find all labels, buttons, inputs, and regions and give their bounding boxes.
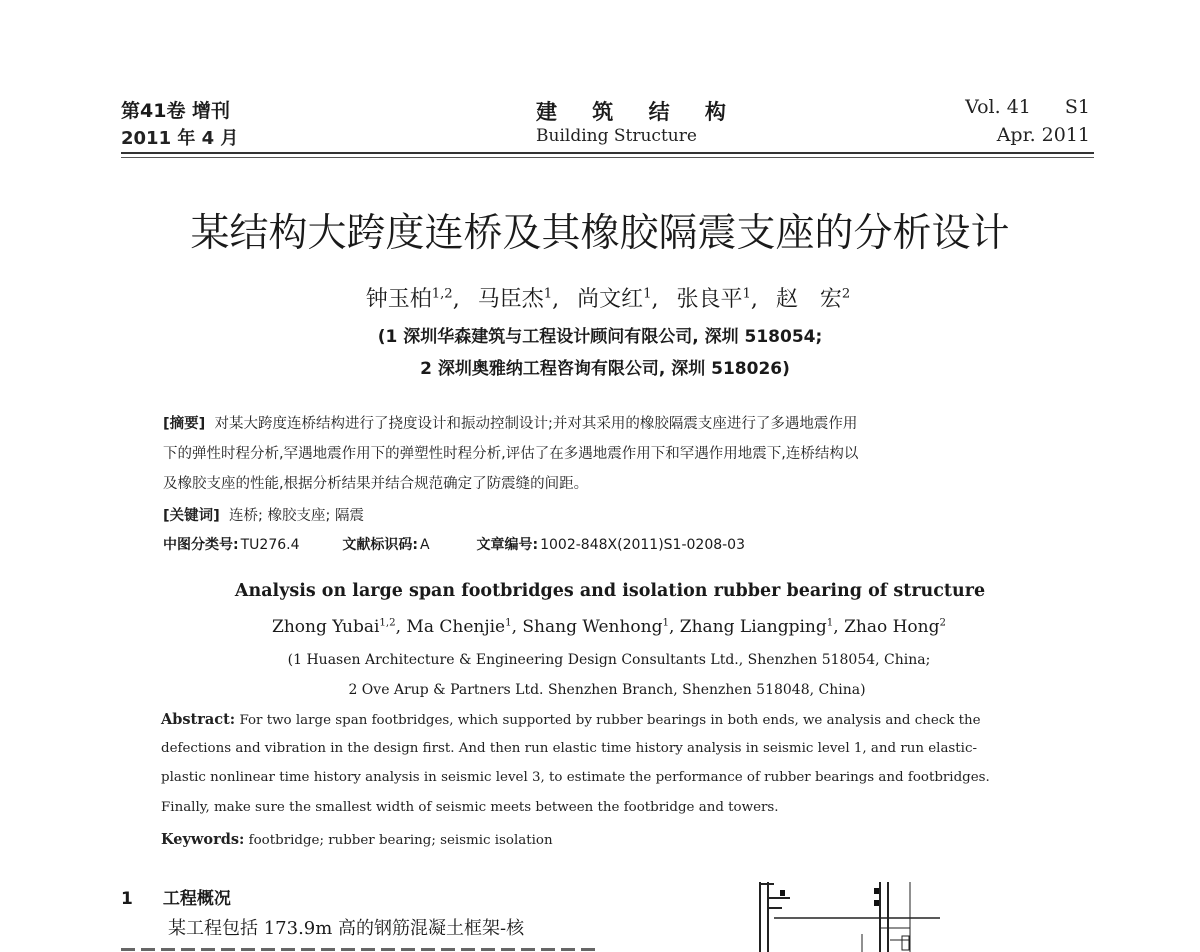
author-en-1 [272,617,396,637]
author-cn-name: 张良平 [676,287,743,312]
issue-number: S1 [1064,96,1090,118]
author-cn-separator: , [552,287,560,312]
author-en-5 [844,617,946,637]
clc-value: TU276.4 [240,537,300,553]
author-en-affiliation-mark: 1 [505,617,512,629]
figure-fragment [750,878,940,952]
author-cn-affiliation-mark: 1 [742,286,751,302]
author-en-4 [680,617,833,637]
affiliation-en-1: (1 Huasen Architecture & Engineering Design Consultants Ltd., Shenzhen 518054, China; [287,652,931,668]
author-en-name: Zhong Yubai [272,617,380,637]
keywords-en-label: Keywords: [161,831,245,848]
abstract-en-label: Abstract: [161,711,236,728]
article-number-label: 文章编号: [476,537,539,553]
paper-title-en: Analysis on large span footbridges and isolation rubber bearing of structure [234,581,986,601]
keywords-cn-text: 连桥; 橡胶支座; 隔震 [228,508,364,524]
abstract-cn-line-2: 下的弹性时程分析,罕遇地震作用下的弹塑性时程分析,评估了在多遇地震作用下和罕遇作用地震下,连桥结构以 [163,446,859,462]
author-cn-4 [677,287,751,312]
author-cn-separator: , [452,287,460,312]
doc-code-label: 文献标识码: [342,537,419,553]
date-en: Apr. 2011 [996,124,1090,146]
author-cn-3 [577,287,651,312]
keywords-cn-label: [关键词] [163,508,220,524]
author-en-separator: , [395,617,407,637]
authors-cn [0,282,1200,313]
section-1-body-line-1: 某工程包括 173.9m 高的钢筋混凝土框架-核 [168,918,525,939]
affiliation-cn-2: 2 深圳奥雅纳工程咨询有限公司, 深圳 518026) [420,359,790,379]
keywords-cn [163,504,364,525]
abstract-cn-label: [摘要] [163,416,206,432]
abstract-en-text-1: For two large span footbridges, which supported by rubber bearings in both ends, we analysis and check the [239,713,981,728]
section-1-title: 工程概况 [162,889,231,909]
section-1-heading [121,884,231,909]
author-en-2 [406,617,511,637]
abstract-en-line-2: defections and vibration in the design first. And then run elastic time history analysis in seismic level 1, and run elastic- [161,741,977,756]
author-cn-separator: , [651,287,659,312]
author-cn-affiliation-mark: 2 [841,286,851,302]
header-rule-thick [121,152,1094,154]
author-en-affiliation-mark: 1 [826,617,834,629]
date-cn: 2011 年 4 月 [121,128,239,149]
volume-en [965,96,1090,118]
author-cn-name: 赵 宏 [775,287,842,312]
author-cn-separator: , [750,287,758,312]
affiliation-en-2: 2 Ove Arup & Partners Ltd. Shenzhen Branch, Shenzhen 518048, China) [348,682,866,698]
paper-title-cn: 某结构大跨度连桥及其橡胶隔震支座的分析设计 [190,211,1010,256]
abstract-en-line-3: plastic nonlinear time history analysis in seismic level 3, to estimate the performance of rubber bearings and footbridges. [161,770,990,785]
author-cn-affiliation-mark: 1,2 [431,286,453,302]
affiliation-cn-1: (1 深圳华森建筑与工程设计顾问有限公司, 深圳 518054; [377,327,823,347]
author-cn-name: 马臣杰 [477,287,544,312]
journal-name-cn: 建 筑 结 构 [536,100,740,124]
header-rule-thin [121,157,1094,158]
abstract-en-line-4: Finally, make sure the smallest width of seismic meets between the footbridge and towers. [161,800,779,815]
keywords-en-text: footbridge; rubber bearing; seismic isolation [248,833,553,848]
author-en-name: Shang Wenhong [522,617,663,637]
abstract-cn-line-3: 及橡胶支座的性能,根据分析结果并结合规范确定了防震缝的间距。 [163,476,589,492]
author-cn-5 [776,287,850,312]
abstract-cn-line-1 [163,412,857,433]
abstract-cn-text-1: 对某大跨度连桥结构进行了挠度设计和振动控制设计;并对其采用的橡胶隔震支座进行了多遇地震作用 [214,416,858,432]
section-1-number: 1 [121,889,133,909]
journal-name-en: Building Structure [536,126,697,146]
doc-code-value: A [420,537,430,553]
author-en-affiliation-mark: 1 [662,617,669,629]
author-en-affiliation-mark: 2 [939,617,946,629]
author-en-separator: , [511,617,523,637]
author-cn-name: 尚文红 [577,287,644,312]
section-1-body-cutoff [121,944,601,952]
author-en-name: Ma Chenjie [406,617,506,637]
abstract-en-line-1 [161,711,981,728]
keywords-en [161,831,553,848]
author-en-separator: , [668,617,680,637]
author-cn-name: 钟玉柏 [365,287,432,312]
volume-number: Vol. 41 [965,96,1031,118]
author-cn-2 [478,287,552,312]
author-en-name: Zhang Liangping [679,617,827,637]
author-en-affiliation-mark: 1,2 [379,617,396,629]
volume-issue-cn: 第41卷 增刊 [121,100,231,122]
author-en-name: Zhao Hong [844,617,940,637]
authors-en [0,617,1200,637]
author-en-3 [522,617,669,637]
author-cn-affiliation-mark: 1 [643,286,652,302]
classification-line [163,534,745,554]
author-en-separator: , [833,617,845,637]
author-cn-affiliation-mark: 1 [543,286,553,302]
author-cn-1 [366,287,453,312]
article-number-value: 1002-848X(2011)S1-0208-03 [540,537,745,553]
clc-label: 中图分类号: [163,537,239,553]
